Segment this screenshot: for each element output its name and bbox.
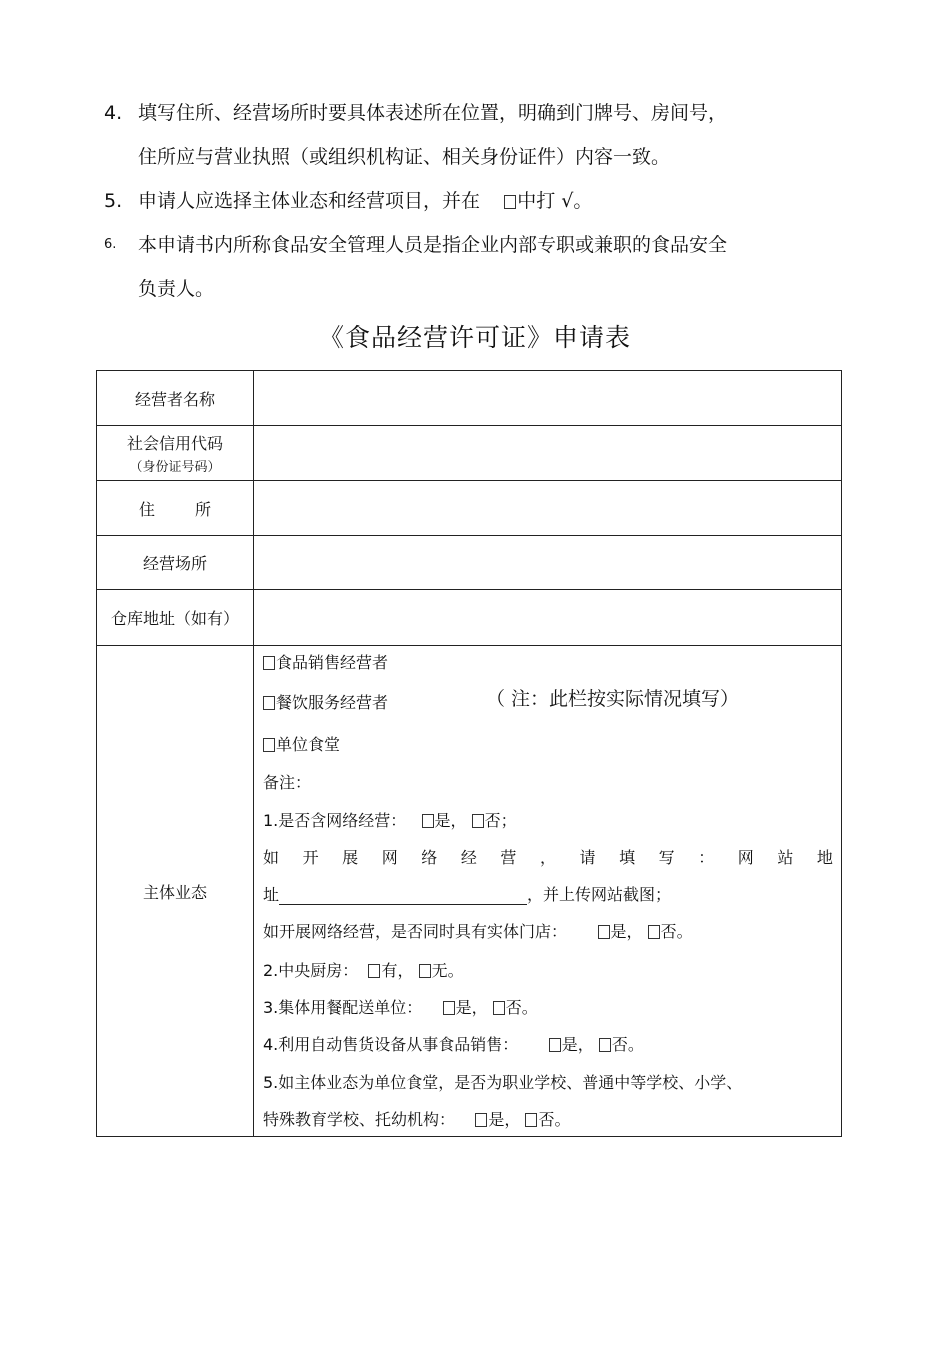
option-catering[interactable] <box>263 690 388 713</box>
instruction-text-before: 申请人应选择主体业态和经营项目，并在 <box>138 190 481 212</box>
no-label: 否。 <box>660 922 693 941</box>
business-type-cell <box>254 646 842 1137</box>
table-row <box>97 646 842 1137</box>
table-row <box>97 481 842 536</box>
checkbox-have[interactable] <box>368 964 380 978</box>
instruction-text <box>138 184 592 218</box>
yes-label: 是， <box>488 1110 521 1129</box>
none-label: 无。 <box>431 961 464 980</box>
business-type-label: 主体业态 <box>97 646 254 1137</box>
yes-label: 是， <box>561 1035 594 1054</box>
text-char: 如 <box>263 848 280 867</box>
instruction-item <box>104 228 864 272</box>
no-label: 否。 <box>611 1035 644 1054</box>
instruction-item <box>104 96 864 140</box>
checkbox-sample <box>504 195 516 209</box>
option-food-sales[interactable] <box>263 650 388 673</box>
instruction-text: 填写住所、经营场所时要具体表述所在位置，明确到门牌号、房间号， <box>138 102 728 124</box>
text-char: 地 <box>816 848 833 867</box>
residence-label <box>97 481 254 536</box>
question-text: 4.利用自动售货设备从事食品销售： <box>263 1035 519 1054</box>
instruction-number: 4. <box>104 102 123 124</box>
option-label: 单位食堂 <box>276 735 341 754</box>
text-char: 填 <box>619 848 636 867</box>
option-label: 餐饮服务经营者 <box>276 693 389 712</box>
yes-label: 是， <box>610 922 643 941</box>
checkbox-no[interactable] <box>599 1038 611 1052</box>
text-char: ， <box>539 848 556 867</box>
text-char: 营 <box>500 848 517 867</box>
instruction-number: 5. <box>104 190 123 212</box>
text-char: ： <box>698 848 715 867</box>
yes-label: 是， <box>455 998 488 1017</box>
checkbox-yes[interactable] <box>475 1113 487 1127</box>
instruction-item <box>104 184 864 228</box>
application-form-table <box>96 370 842 1137</box>
warehouse-label: 仓库地址（如有） <box>97 590 254 646</box>
checkbox-none[interactable] <box>419 964 431 978</box>
question-catering-delivery <box>263 995 538 1018</box>
instruction-text: 本申请书内所称食品安全管理人员是指企业内部专职或兼职的食品安全 <box>138 234 728 256</box>
question-text: 如开展网络经营，是否同时具有实体门店： <box>263 922 568 941</box>
checkbox[interactable] <box>263 738 275 752</box>
fill-note: （ 注：此栏按实际情况填写） <box>486 688 740 710</box>
checkbox-no[interactable] <box>648 925 660 939</box>
question-text: 1.是否含网络经营： <box>263 811 407 830</box>
table-row <box>97 426 842 481</box>
premises-field[interactable] <box>254 536 842 590</box>
residence-label-b: 所 <box>195 499 212 519</box>
operator-name-field[interactable] <box>254 371 842 426</box>
instruction-text-after: 中打 √。 <box>517 190 593 212</box>
yes-label: 是， <box>434 811 467 830</box>
question-text: 2.中央厨房： <box>263 961 359 980</box>
no-label: 否； <box>484 811 517 830</box>
question-physical-store <box>263 919 693 942</box>
text-char: 请 <box>579 848 596 867</box>
instruction-continuation: 住所应与营业执照（或组织机构证、相关身份证件）内容一致。 <box>138 146 671 168</box>
credit-code-label-text: 社会信用代码 <box>126 434 223 453</box>
premises-label: 经营场所 <box>97 536 254 590</box>
checkbox-no[interactable] <box>493 1001 505 1015</box>
form-title: 《食品经营许可证》申请表 <box>318 323 631 352</box>
text-char: 展 <box>342 848 359 867</box>
checkbox-no[interactable] <box>472 814 484 828</box>
text-char: 经 <box>460 848 477 867</box>
checkbox-yes[interactable] <box>422 814 434 828</box>
instruction-continuation: 负责人。 <box>138 278 215 300</box>
question-school-canteen-cont <box>263 1107 570 1130</box>
no-label: 否。 <box>505 998 538 1017</box>
question-vending <box>263 1032 644 1055</box>
have-label: 有， <box>381 961 414 980</box>
credit-code-label <box>97 426 254 481</box>
checkbox-yes[interactable] <box>598 925 610 939</box>
question-school-canteen: 5.如主体业态为单位食堂，是否为职业学校、普通中等学校、小学、 <box>263 1073 743 1092</box>
text-char: 站 <box>777 848 794 867</box>
residence-field[interactable] <box>254 481 842 536</box>
option-canteen[interactable] <box>263 732 340 755</box>
question-text: 3.集体用餐配送单位： <box>263 998 423 1017</box>
question-online <box>263 808 517 831</box>
text-char: 络 <box>421 848 438 867</box>
question-central-kitchen <box>263 958 464 981</box>
table-row <box>97 590 842 646</box>
checkbox[interactable] <box>263 656 275 670</box>
text-char: 开 <box>302 848 319 867</box>
checkbox[interactable] <box>263 696 275 710</box>
no-label: 否。 <box>538 1110 571 1129</box>
website-address-line <box>263 882 671 905</box>
checkbox-yes[interactable] <box>443 1001 455 1015</box>
online-instruction <box>263 845 833 868</box>
residence-label-a: 住 <box>138 499 155 519</box>
remarks-label: 备注： <box>263 773 312 792</box>
option-label: 食品销售经营者 <box>276 653 389 672</box>
table-row <box>97 536 842 590</box>
instruction-number: 6. <box>104 237 117 252</box>
instructions <box>104 96 864 316</box>
text-char: 写 <box>658 848 675 867</box>
text-char: 网 <box>737 848 754 867</box>
id-number-sublabel: （身份证号码） <box>129 460 221 475</box>
table-row <box>97 371 842 426</box>
text-char: 网 <box>381 848 398 867</box>
question-text: 特殊教育学校、托幼机构： <box>263 1110 456 1129</box>
address-suffix: ，并上传网站截图； <box>527 885 672 904</box>
address-prefix: 址 <box>263 885 280 904</box>
website-address-input[interactable] <box>279 888 527 905</box>
operator-name-label: 经营者名称 <box>97 371 254 426</box>
checkbox-no[interactable] <box>525 1113 537 1127</box>
credit-code-field[interactable] <box>254 426 842 481</box>
warehouse-field[interactable] <box>254 590 842 646</box>
checkbox-yes[interactable] <box>549 1038 561 1052</box>
